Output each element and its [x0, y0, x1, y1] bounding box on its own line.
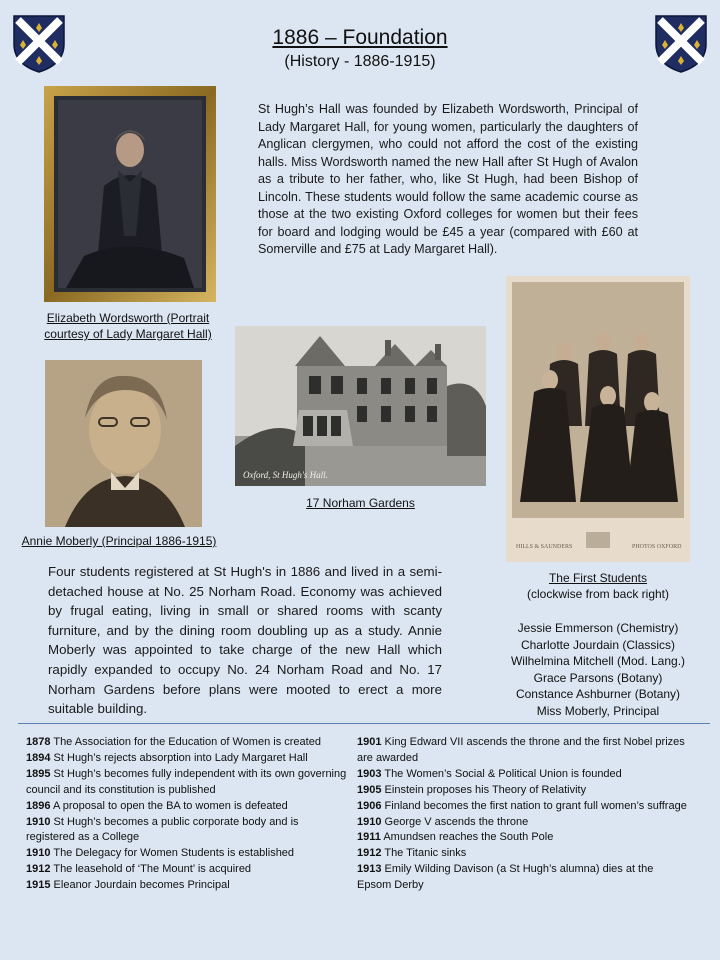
timeline-item: 1913 Emily Wilding Davison (a St Hugh’s alumna) dies at the Epsom Derby	[357, 863, 654, 892]
timeline-item: 1878 The Association for the Education of Women is created	[26, 736, 321, 748]
timeline-item: 1894 St Hugh’s rejects absorption into Lady Margaret Hall	[26, 751, 308, 764]
page-title: 1886 – Foundation	[272, 26, 448, 49]
timeline-item: 1906 Finland becomes the first nation to grant full women’s suffrage	[357, 799, 687, 812]
svg-text:PHOTOS OXFORD: PHOTOS OXFORD	[632, 544, 682, 550]
moberly-photo-image	[45, 360, 202, 527]
section-divider	[18, 723, 710, 724]
timeline-item: 1895 St Hugh’s becomes fully independent with its own governing council and its constitution is published	[26, 767, 347, 796]
timeline-item: 1912 The Titanic sinks	[357, 847, 467, 860]
house-print-label: Oxford, St Hugh's Hall.	[243, 470, 328, 480]
timeline-world	[357, 735, 687, 894]
norham-gardens-photo-image	[235, 326, 486, 486]
student-name: Miss Moberly, Principal	[536, 703, 660, 718]
timeline-item: 1901 King Edward VII ascends the throne and the first Nobel prizes are awarded	[357, 736, 685, 764]
timeline-item: 1910 The Delegacy for Women Students is established	[26, 847, 295, 860]
student-name: Wilhelmina Mitchell (Mod. Lang.)	[510, 654, 686, 668]
students-caption-title: The First Students	[548, 571, 648, 585]
student-name: Constance Ashburner (Botany)	[515, 687, 681, 701]
first-students-photo-image	[506, 276, 690, 562]
timeline-item: 1915 Eleanor Jourdain becomes Principal	[26, 879, 230, 892]
wordsworth-caption: Elizabeth Wordsworth (Portrait courtesy of Lady Margaret Hall)	[44, 311, 212, 341]
student-name: Charlotte Jourdain (Classics)	[520, 637, 676, 652]
svg-text:HILLS & SAUNDERS: HILLS & SAUNDERS	[516, 544, 573, 550]
timeline-college	[26, 735, 348, 894]
norham-caption: 17 Norham Gardens	[306, 496, 415, 510]
timeline-item: 1905 Einstein proposes his Theory of Relativity	[357, 783, 587, 796]
wordsworth-portrait-image	[44, 86, 216, 302]
timeline-item: 1912 The leasehold of ‘The Mount’ is acquired	[26, 863, 252, 876]
student-name: Grace Parsons (Botany)	[533, 670, 663, 685]
students-caption-sub: (clockwise from back right)	[526, 587, 670, 601]
moberly-caption: Annie Moberly (Principal 1886-1915)	[21, 534, 217, 548]
timeline-item: 1910 George V ascends the throne	[357, 815, 529, 828]
timeline-item: 1896 A proposal to open the BA to women is defeated	[26, 799, 288, 812]
page-subtitle: (History - 1886-1915)	[284, 53, 436, 70]
timeline-item: 1911 Amundsen reaches the South Pole	[357, 831, 554, 844]
second-paragraph: Four students registered at St Hugh's in 1886 and lived in a semi-detached house at No. 25 Norham Road. Economy was achieved by frugal eating, living in small or shared rooms with scanty furniture, and by the dining room doubling up as a study. Annie Moberly was appointed to take charge of the new Hall which rapidly expanded to occupy No. 24 Norham Road and No. 17 Norham Gardens before plans were mooted to erect a more suitable building.	[48, 564, 442, 717]
timeline-item: 1910 St Hugh’s becomes a public corporate body and is registered as a College	[26, 815, 299, 844]
timeline-item: 1903 The Women’s Social & Political Union is founded	[357, 767, 622, 780]
intro-paragraph: St Hugh’s Hall was founded by Elizabeth Wordsworth, Principal of Lady Margaret Hall, for young women, particularly the daughters of Anglican clergymen, who could not afford the cost of the existing halls. Miss Wordsworth named the new Hall after St Hugh of Avalon as a tribute to her father, who, like St Hugh, had been Bishop of Lincoln. These students would follow the same academic course as those at the two existing Oxford colleges for women but their fees for board and lodging would be £45 a year (compared with £60 at Somerville and £75 at Lady Margaret Hall).	[258, 102, 638, 256]
students-list	[496, 620, 700, 719]
student-name: Jessie Emmerson (Chemistry)	[517, 621, 679, 635]
